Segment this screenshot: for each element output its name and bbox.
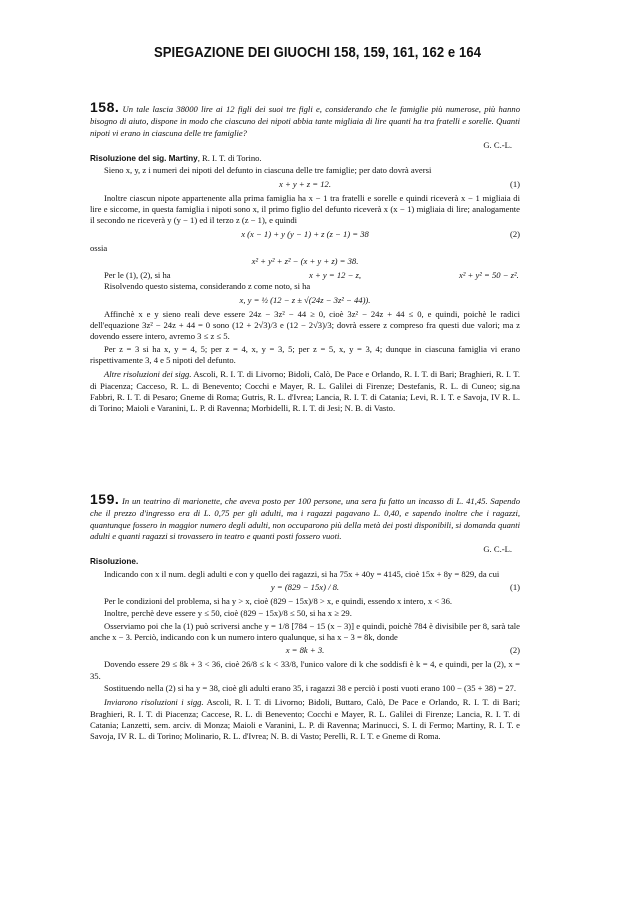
equation-158-3 — [90, 256, 520, 268]
equation-159-1-text: y = (829 − 15x) / 8. — [270, 582, 340, 593]
problem-text-159: In un teatrino di marionette, che aveva posto per 100 persone, una sera fu fatto un incasso di L. 41,45. Sapendo che il prezzo d'ingresso era di L. 0,75 per gli adulti, ma i ragazzi pagavano L. 0,40, e sapendo inoltre che i ragazzi, quantunque fossero in maggior numero degli adulti, non occuparono più della metà dei posti disponibili, si domanda quanti adulti e quanti ragazzi si trovassero in teatro e quanti posti fossero vuoti. — [90, 496, 520, 542]
paragraph-159-1: Indicando con x il num. degli adulti e con y quello dei ragazzi, si ha 75x + 40y = 4145, cioè 15x + 8y = 829, da cui — [104, 568, 500, 579]
equation-158-4b: x² + y² = 50 − z². — [459, 270, 519, 281]
equation-158-5 — [90, 295, 520, 307]
equation-158-1 — [90, 179, 520, 191]
paragraph-158-1: Sieno x, y, z i numeri dei nipoti del defunto in ciascuna delle tre famiglie; per dato dovrà aversi — [104, 165, 432, 176]
paragraph-158-3: Risolvendo questo sistema, considerando z come noto, si ha — [104, 281, 311, 292]
equation-158-2-text: x (x − 1) + y (y − 1) + z (z − 1) = 38 — [241, 228, 369, 239]
equation-159-1-number: (1) — [509, 582, 520, 593]
equation-159-2-text: x = 8k + 3. — [285, 645, 325, 656]
other-solvers-intro-159: Inviarono risoluzioni i sigg. — [104, 697, 204, 708]
equation-158-1-number: (1) — [509, 178, 520, 189]
paragraph-158-2: Inoltre ciascun nipote appartenente alla prima famiglia ha x − 1 tra fratelli e sorelle e quindi riceverà x − 1 migliaia di lire e siccome, in questa famiglia i nipoti sono x, il primo figlio del defunto riceverà x (x − 1) migliaia di lire; analogamente il secondo ne riceverà y (y − 1) ed il terzo z (z − 1), e quindi — [90, 192, 520, 226]
resolution-label-158: Risoluzione del sig. — [90, 153, 167, 163]
signature-158: G. C.-L. — [483, 140, 512, 151]
equation-159-1 — [90, 582, 520, 594]
equation-159-2 — [90, 645, 520, 657]
paragraph-159-5: Dovendo essere 29 ≤ 8k + 3 < 36, cioè 26/8 ≤ k < 33/8, l'unico valore di k che soddisfi è k = 4, e quindi, per la (2), x = 35. — [90, 659, 520, 681]
section-159 — [90, 490, 520, 744]
paragraph-158-5: Per z = 3 si ha x, y = 4, 5; per z = 4, x, y = 3, 5; per z = 5, x, y = 3, 4; dunque in ciascuna famiglia vi erano rispettivamente 3, 4 e 5 nipoti del defunto. — [90, 343, 520, 366]
signature-159: G. C.-L. — [483, 543, 512, 554]
other-solvers-158 — [90, 369, 520, 414]
paragraph-158-4: Affinchè x e y sieno reali deve essere 24z − 3z² − 44 ≥ 0, cioè 3z² − 24z + 44 ≤ 0, e quindi, poichè le radici dell'equazione 3z² − 24z + 44 = 0 sono (12 + 2√3)/3 e (12 − 2√3)/3; dovrà essere z compreso fra questi due valori; ma z dovendo essere intero, avremo 3 ≤ z ≤ 5. — [90, 308, 520, 342]
resolution-heading-159 — [90, 556, 520, 568]
problem-number-159: 159. — [90, 491, 120, 507]
equation-158-3-text: x² + y² + z² − (x + y + z) = 38. — [251, 256, 359, 267]
paragraph-159-6: Sostituendo nella (2) si ha y = 38, cioè gli adulti erano 35, i ragazzi 38 e perciò i posti vuoti erano 100 − (35 + 38) = 27. — [104, 683, 516, 694]
equation-158-2 — [90, 229, 520, 241]
section-158 — [90, 98, 520, 416]
equation-158-4a: x + y = 12 − z, — [309, 270, 362, 281]
equation-158-5-text: x, y = ½ (12 − z ± √(24z − 3z² − 44)). — [239, 294, 371, 305]
problem-number-158: 158. — [90, 99, 120, 115]
problem-text-158: Un tale lascia 38000 lire ai 12 figli dei suoi tre figli e, considerando che le famiglie più numerose, più hanno bisogno di aiuto, dispone in modo che ciascuno dei nipoti abbia tante migliaia di lire quanti ha tra fratelli e sorelle. Quanti nipoti vi erano in ciascuna delle tre famiglie? — [90, 104, 520, 138]
resolver-name-158: Martiny — [168, 153, 198, 163]
paragraph-159-2: Per le condizioni del problema, si ha y > x, cioè (829 − 15x)/8 > x, e quindi, essendo x intero, x < 36. — [104, 596, 453, 607]
ossia-label-158: ossia — [90, 242, 108, 253]
paragraph-159-4: Osserviamo poi che la (1) può scriversi anche y = 1/8 [784 − 15 (x − 3)] e quindi, poichè 784 è divisibile per 8, sarà tale anche x − 3. Perciò, indicando con k un numero intero qualunque, si ha x − 3 = 8k, donde — [90, 620, 520, 643]
equation-158-4 — [90, 270, 520, 281]
page-title: SPIEGAZIONE DEI GIUOCHI 158, 159, 161, 162 e 164 — [153, 45, 482, 61]
equation-158-1-text: x + y + z = 12. — [278, 178, 331, 189]
other-solvers-159 — [90, 697, 520, 742]
problem-159 — [90, 490, 520, 543]
per-label-158: Per le (1), (2), si ha — [104, 270, 171, 281]
other-solvers-list-158: Ascoli, R. I. T. di Livorno; Bidoli, Calò, De Pace e Orlando, R. I. T. di Bari; Braghieri, R. I. T. di Piacenza; Cacceso, R. L. di Benevento; Cocchi e Mayer, R. L. Galilei di Firenze; Destefanis, R. L. di Cuneo; sig.na Fabbri, R. I. T. di Pesaro; Gneme di Roma; Gutris, R. L. d'Ivrea; Lancia, R. I. T. di Catania; Levi, R. I. T. e Savoja, IV R. L. di Torino; Maioli e Varanini, L. P. di Ravenna; Morbidelli, R. I. T. di Jesi; N. B. di Vasto. — [90, 369, 520, 414]
resolver-place-158: , R. I. T. di Torino. — [197, 152, 262, 163]
resolution-heading-158 — [90, 153, 520, 165]
paragraph-159-3: Inoltre, perchè deve essere y ≤ 50, cioè (829 − 15x)/8 ≤ 50, si ha x ≥ 29. — [104, 608, 352, 619]
equation-158-2-number: (2) — [509, 228, 520, 239]
other-solvers-list-159: Ascoli, R. I. T. di Livorno; Bidoli, Buttaro, Calò, De Pace e Orlando, R. I. T. di Bari; Braghieri, R. I. T. di Piacenza; Caccese, R. L. di Benevento; Cocchi e Mayer, R. L. Galilei di Firenze; Lancia, R. I. T. di Catania; Lanzetti, sem. arciv. di Monza; Maioli e Varanini, L. P. di Ravenna; Marinucci, S. I. di Fermo; Martiny, R. I. T. e Savoja, IV R. L. di Torino; Molinario, R. L. d'Ivrea; N. B. di Vasto; Perelli, R. I. T. e Gneme di Roma. — [90, 697, 520, 742]
problem-158 — [90, 98, 520, 139]
equation-159-2-number: (2) — [509, 645, 520, 656]
resolution-label-159: Risoluzione. — [90, 556, 139, 566]
other-solvers-intro-158: Altre risoluzioni dei sigg. — [104, 369, 192, 380]
